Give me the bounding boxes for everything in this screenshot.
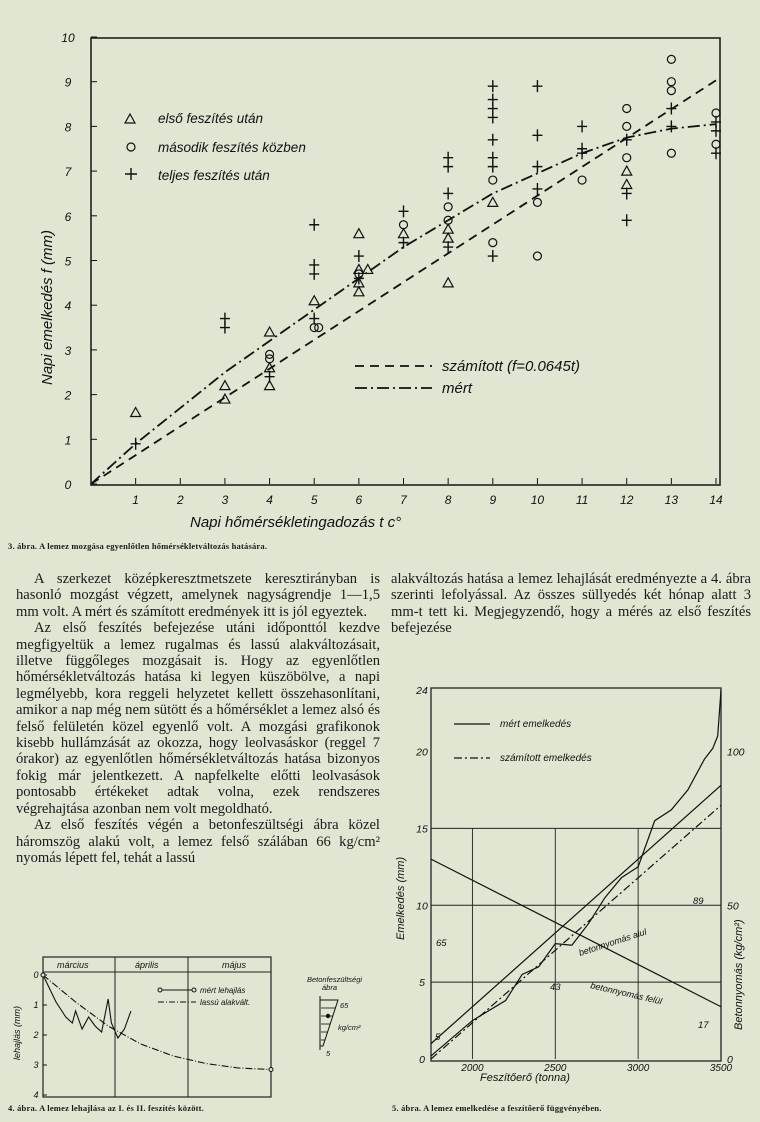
triangle-point — [265, 327, 275, 336]
circle-point — [444, 203, 452, 211]
fig4-y-tick-1: 1 — [33, 1000, 39, 1010]
y-tick-label-8: 8 — [64, 120, 72, 135]
plus-point — [309, 268, 319, 280]
plus-point — [622, 214, 632, 226]
fig5-ticks — [415, 685, 745, 1074]
fig4-legend — [158, 986, 250, 1007]
triangle-point — [131, 407, 141, 416]
legend-first: első feszítés után — [158, 111, 264, 126]
y-tick-label-9: 9 — [64, 75, 72, 90]
plus-point — [220, 322, 230, 334]
figure-3 — [0, 0, 760, 540]
circle-point — [623, 154, 631, 162]
x-tick-label-1: 1 — [132, 493, 139, 507]
x-tick-label-12: 12 — [620, 493, 634, 507]
computed-rise-line — [431, 805, 721, 1059]
legend-second: második feszítés közben — [158, 140, 306, 155]
fig4-y-ticks — [32, 970, 47, 1100]
fig5-y2-tick-50: 50 — [727, 900, 739, 913]
triangle-point — [354, 229, 364, 238]
fig5-grid — [431, 828, 721, 1059]
plus-point — [488, 134, 498, 146]
x-tick-label-8: 8 — [444, 493, 452, 507]
y-tick-label-2: 2 — [64, 388, 72, 403]
right-text-column — [391, 571, 751, 637]
legend-circle-icon — [127, 143, 135, 151]
measured-rise-line — [431, 690, 721, 1056]
circle-point — [667, 55, 675, 63]
triangle-point — [488, 197, 498, 206]
legend-full: teljes feszítés után — [158, 168, 270, 183]
y-tick-label-1: 1 — [64, 433, 72, 448]
x-tick-label-11: 11 — [575, 493, 589, 507]
triangle-point — [220, 381, 230, 390]
triangle-point — [309, 296, 319, 305]
circle-point — [489, 176, 497, 184]
circle-point — [667, 78, 675, 86]
y-tick-label-7: 7 — [64, 165, 72, 180]
circle-point — [667, 87, 675, 95]
x-tick-label-13: 13 — [664, 493, 679, 507]
stress-label-1: Betonfeszültségi — [307, 975, 363, 984]
plus-point — [399, 205, 409, 217]
circle-point — [712, 140, 720, 148]
fig4-y-tick-2: 2 — [33, 1030, 39, 1040]
x-tick-label-9: 9 — [489, 493, 497, 507]
legend-measured: mért — [442, 380, 472, 397]
x-tick-label-4: 4 — [266, 493, 273, 507]
plus-point — [443, 241, 453, 253]
fig3-x-axis-label: Napi hőmérsékletingadozás t c° — [190, 514, 402, 531]
y-tick-label-10: 10 — [61, 31, 75, 45]
fig5-x-tick-2000: 2000 — [461, 1063, 484, 1074]
triangle-point — [622, 166, 632, 175]
legend-computed: számított (f=0.0645t) — [442, 358, 580, 375]
legend-measured-rise: mért emelkedés — [500, 719, 572, 730]
fig4-caption: 4. ábra. A lemez lehajlása az I. és II. feszítés között. — [8, 1103, 205, 1113]
triangle-point — [399, 229, 409, 238]
pressure-bottom-line — [431, 785, 721, 1043]
y-tick-label-0: 0 — [64, 478, 72, 492]
value-17: 17 — [698, 1020, 709, 1031]
plus-point — [309, 313, 319, 325]
legend-computed-rise: számított emelkedés — [500, 753, 592, 764]
plus-point — [309, 219, 319, 231]
plus-point — [265, 371, 275, 383]
fig5-x-tick-3000: 3000 — [627, 1063, 650, 1074]
y-tick-label-4: 4 — [64, 299, 72, 314]
plus-point — [354, 250, 364, 262]
month-may: május — [222, 960, 247, 970]
circle-point — [489, 239, 497, 247]
fig5-y-tick-24: 24 — [416, 685, 428, 697]
paragraph-1: A szerkezet középkeresztmetszete keresztirányban is hasonló mozgást végzett, amelynek nagyságrendje 1—1,5 mm volt. A mért és számított eredmények itt is jól egyeztek. — [16, 571, 380, 620]
circle-point — [533, 252, 541, 260]
circle-point — [533, 198, 541, 206]
fig5-x-axis-label: Feszítőerő (tonna) — [480, 1072, 570, 1084]
plus-point — [488, 80, 498, 92]
x-tick-label-7: 7 — [400, 493, 407, 507]
stress-bottom-value: 5 — [326, 1049, 331, 1058]
label-pressure-bottom: betonnyomás alul — [577, 926, 648, 958]
fig5-y-tick-0: 0 — [419, 1054, 425, 1066]
circle-point — [667, 149, 675, 157]
legend-plus-icon — [125, 168, 137, 180]
plus-point — [443, 187, 453, 199]
fig5-x-tick-2500: 2500 — [544, 1063, 567, 1074]
deflection-endpoint — [41, 973, 45, 977]
plus-point — [577, 120, 587, 132]
plus-point — [666, 120, 676, 132]
x-tick-label-3: 3 — [221, 493, 229, 507]
x-tick-label-2: 2 — [176, 493, 184, 507]
legend-measured-deflection: mért lehajlás — [200, 986, 246, 995]
circle-point — [712, 109, 720, 117]
y-tick-label-6: 6 — [64, 209, 72, 224]
plus-point — [532, 129, 542, 141]
left-text-column — [16, 571, 380, 866]
plus-point — [443, 161, 453, 173]
fig5-y-tick-15: 15 — [416, 823, 428, 836]
circle-point — [623, 105, 631, 113]
fig5-y-tick-20: 20 — [416, 746, 428, 759]
x-tick-label-6: 6 — [355, 493, 363, 507]
figure-4 — [0, 930, 380, 1110]
value-89: 89 — [693, 896, 704, 907]
fig5-y-tick-10: 10 — [416, 900, 428, 913]
fig5-x-tick-3500: 3500 — [709, 1063, 733, 1074]
measured-deflection-line — [43, 975, 131, 1038]
triangle-point — [443, 233, 453, 242]
fig3-x-ticks — [132, 478, 723, 507]
paragraph-3: Az első feszítés végén a betonfeszültségi ábra közel háromszög alakú volt, a lemez felső szálában 66 kg/cm² nyomás lépett fel, tehát a lassú — [16, 817, 380, 866]
x-tick-label-10: 10 — [530, 493, 545, 507]
fig4-y-tick-4: 4 — [33, 1090, 39, 1100]
fig4-y-tick-3: 3 — [33, 1060, 39, 1070]
plus-point — [532, 80, 542, 92]
month-march: március — [57, 960, 89, 970]
y-tick-label-3: 3 — [64, 343, 72, 358]
fig5-y-tick-5: 5 — [419, 977, 425, 990]
plus-point — [488, 161, 498, 173]
figure-5 — [392, 650, 745, 1100]
plus-point — [488, 111, 498, 123]
plus-point — [622, 134, 632, 146]
triangle-point — [443, 224, 453, 233]
label-pressure-top: betonnyomás felül — [589, 980, 663, 1007]
plus-point — [399, 237, 409, 249]
legend-slow-deformation: lassú alakvált. — [200, 998, 251, 1007]
fig5-caption: 5. ábra. A lemez emelkedése a feszítőerő függvényében. — [392, 1103, 602, 1113]
month-april: április — [135, 960, 159, 970]
paragraph-2: Az első feszítés befejezése utáni időponttól kezdve megfigyeltük a lemez rugalmas és lassú alakváltozásait, illetve függőleges mozgásait is. Hogy az egyenlőtlen hőmérsékletváltozás hatása ki legyen küszöbölve, a napi legmélyebb, kora reggeli helyzetet kellett összehasonlítani, amikor a nap még nem sütött és a hőmérséklet a lemez alsó és felső felületén közel egyenlő volt. A mozgási grafikonok kisebb hullámzását az okozza, hogy leolvasáskor (reggel 7 órakor) az egyenlőtlen hőmérsékletváltozás hatása bizonyos fokig már jelentkezett. A napfelkelte előtti leolvasások pontosabb értékeket adtak volna, ezek rendszeres végrehajtása azonban nem volt megoldható. — [16, 620, 380, 817]
stress-label-2: ábra — [322, 983, 338, 992]
triangle-point — [622, 180, 632, 189]
fig4-y-tick-0: 0 — [33, 970, 39, 980]
pressure-top-line — [431, 859, 721, 1007]
x-tick-label-5: 5 — [310, 493, 318, 507]
fig5-legend — [454, 719, 592, 764]
fig3-line-legend — [355, 358, 580, 397]
paragraph-right: alakváltozás hatása a lemez lehajlását eredményezte a 4. ábra szerinti lefolyással. Az összes süllyedés két hónap alatt 3 mm-t tett ki. Megjegyzendő, hogy a mérés az első feszítés befejezése — [391, 571, 751, 637]
fig5-lines — [431, 690, 721, 1059]
fig3-caption: 3. ábra. A lemez mozgása egyenlőtlen hőmérsékletváltozás hatására. — [8, 541, 268, 551]
y-tick-label-5: 5 — [64, 254, 72, 269]
stress-top-value: 65 — [340, 1001, 349, 1010]
plus-point — [488, 250, 498, 262]
value-5: 5 — [435, 1032, 441, 1043]
legend-triangle-icon — [125, 114, 135, 123]
stress-unit: kg/cm² — [338, 1023, 361, 1032]
value-65: 65 — [436, 938, 447, 949]
fig5-y2-tick-100: 100 — [727, 746, 745, 759]
value-43: 43 — [550, 982, 561, 993]
circle-point — [578, 176, 586, 184]
fig3-y-axis-label: Napi emelkedés f (mm) — [39, 229, 56, 385]
plus-point — [622, 187, 632, 199]
fig4-y-axis-label: lehajlás (mm) — [12, 1005, 22, 1060]
fig5-y2-axis-label: Betonnyomás (kg/cm²) — [733, 919, 745, 1030]
plus-point — [532, 183, 542, 195]
fig5-y2-tick-0: 0 — [727, 1054, 733, 1066]
triangle-point — [354, 287, 364, 296]
plus-point — [532, 161, 542, 173]
deflection-endpoint — [269, 1068, 273, 1072]
fig3-legend — [125, 111, 306, 183]
fig5-y-axis-label: Emelkedés (mm) — [395, 856, 407, 940]
x-tick-label-14: 14 — [709, 493, 723, 507]
triangle-point — [443, 278, 453, 287]
circle-point — [623, 122, 631, 130]
stress-diagram — [307, 975, 362, 1058]
fig4-frame — [43, 957, 271, 1097]
plus-point — [666, 103, 676, 115]
